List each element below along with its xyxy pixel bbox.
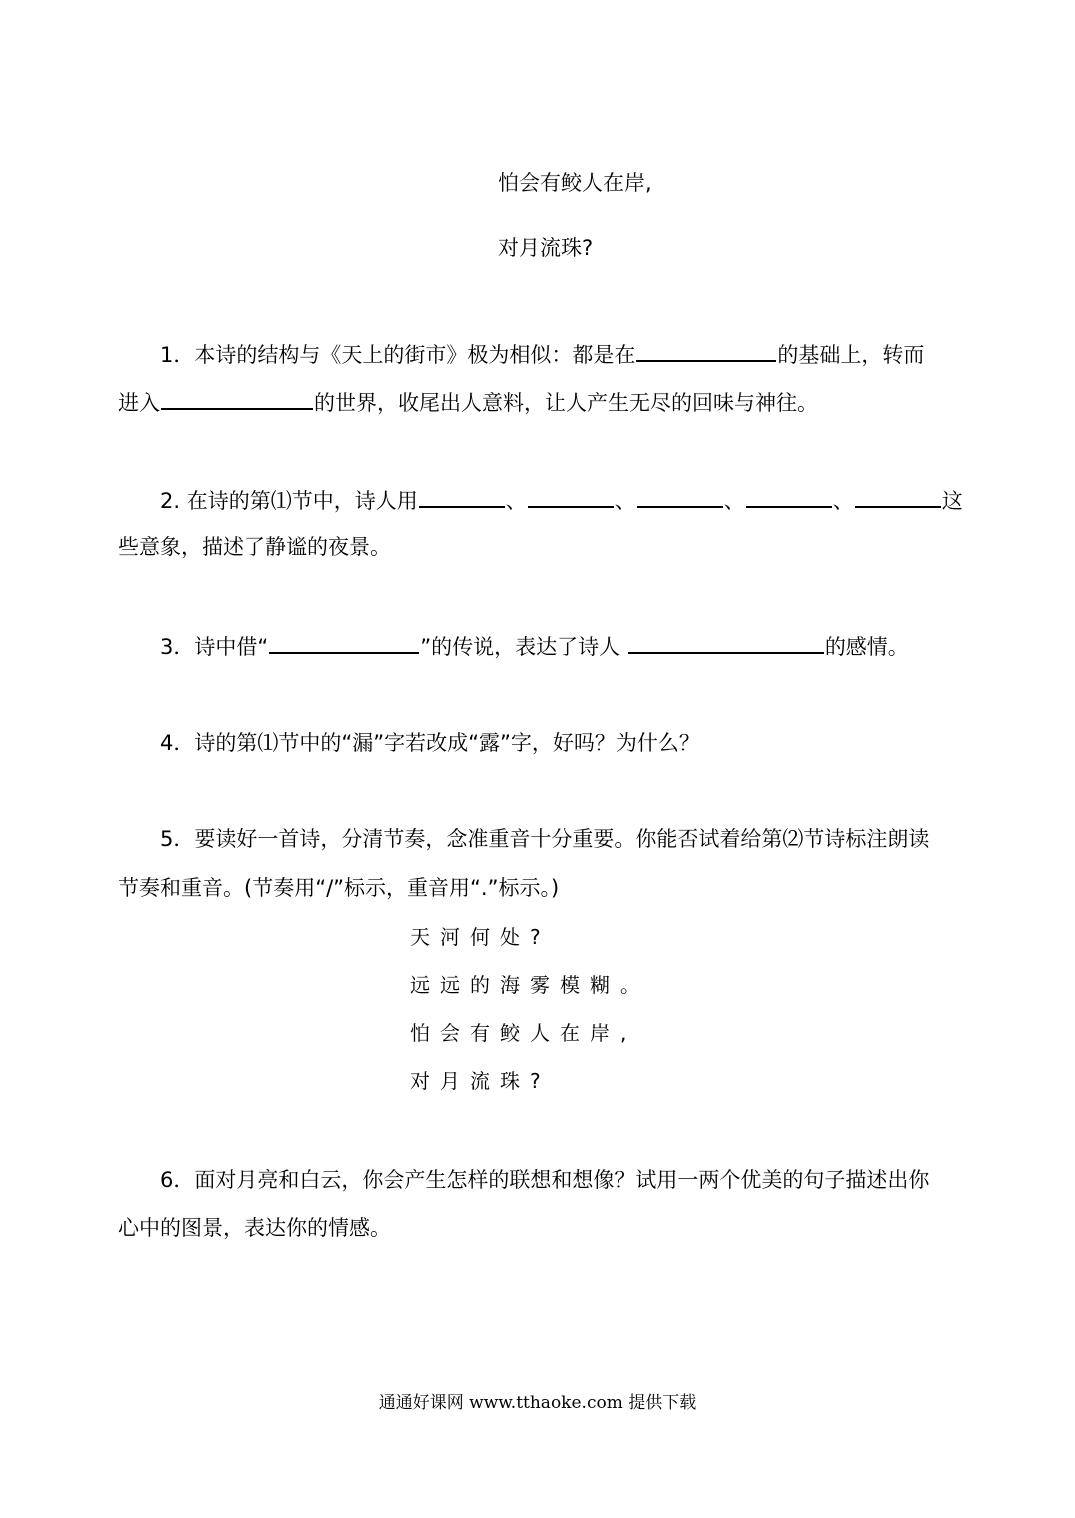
question-6-line-1: 6．面对月亮和白云，你会产生怎样的联想和想像？试用一两个优美的句子描述出你	[160, 1168, 930, 1192]
answer-blank[interactable]	[161, 386, 313, 410]
poem-title-line-1: 怕会有鲛人在岸,	[498, 171, 652, 195]
question-4: 4．诗的第⑴节中的“漏”字若改成“露”字，好吗？为什么？	[160, 731, 700, 755]
poem-title-line-2: 对月流珠?	[498, 236, 594, 260]
question-6-line-2: 心中的图景，表达你的情感。	[118, 1216, 391, 1240]
answer-blank[interactable]	[269, 630, 419, 654]
footer-credit: 通通好课网 www.tthaoke.com 提供下载	[378, 1393, 697, 1413]
answer-blank[interactable]	[628, 630, 824, 654]
answer-blank[interactable]	[528, 484, 614, 508]
question-1-line-2: 进入 的世界，收尾出人意料，让人产生无尽的回味与神往。	[118, 386, 958, 418]
poem-line-2: 远远的海雾模糊。	[410, 973, 650, 997]
question-1-line-1: 1．本诗的结构与《天上的街市》极为相似：都是在 的基础上，转而	[160, 338, 958, 370]
poem-line-1: 天河何处?	[410, 925, 551, 949]
question-2-line-1: 2. 在诗的第⑴节中，诗人用 、 、 、 、 这	[160, 484, 958, 516]
poem-line-4: 对月流珠?	[410, 1069, 551, 1093]
poem-line-3: 怕会有鲛人在岸,	[410, 1021, 637, 1045]
answer-blank[interactable]	[855, 484, 941, 508]
question-5-line-2: 节奏和重音。(节奏用“/”标示，重音用“.”标示。)	[118, 876, 560, 900]
answer-blank[interactable]	[746, 484, 832, 508]
answer-blank[interactable]	[637, 484, 723, 508]
question-5-line-1: 5．要读好一首诗，分清节奏，念准重音十分重要。你能否试着给第⑵节诗标注朗读	[160, 827, 930, 851]
answer-blank[interactable]	[419, 484, 505, 508]
question-2-line-2: 些意象，描述了静谧的夜景。	[118, 535, 391, 559]
answer-blank[interactable]	[636, 338, 776, 362]
question-3: 3．诗中借“ ”的传说，表达了诗人 的感情。	[160, 630, 958, 662]
